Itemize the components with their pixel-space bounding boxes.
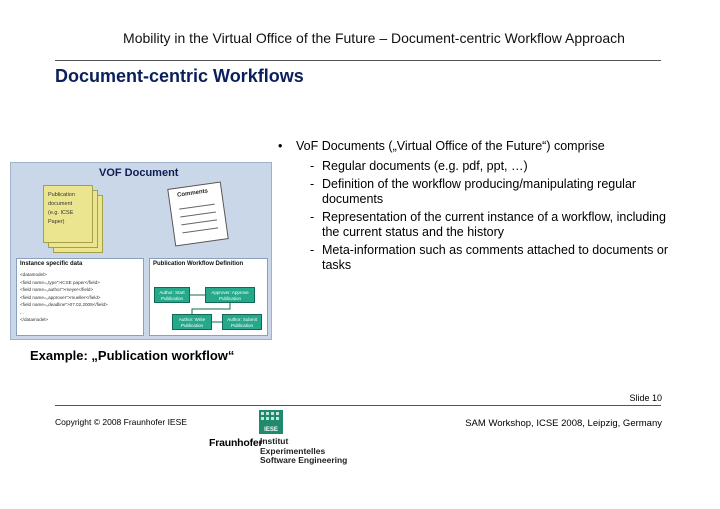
header-title: Mobility in the Virtual Office of the Future – Document-centric Workflow Approach xyxy=(123,30,625,46)
figure-caption: Example: „Publication workflow“ xyxy=(30,348,235,363)
workflow-step: Author: Submit Publication xyxy=(222,314,262,330)
copyright: Copyright © 2008 Fraunhofer IESE xyxy=(55,417,187,427)
comments-label: Comments xyxy=(176,188,209,199)
bullet-item: - Regular documents (e.g. pdf, ppt, …) xyxy=(278,159,670,174)
comment-line xyxy=(179,204,215,210)
slide-title: Document-centric Workflows xyxy=(55,66,304,86)
workshop-label: SAM Workshop, ICSE 2008, Leipzig, Germany xyxy=(465,418,662,429)
workflow-step: Author: Write Publication xyxy=(172,314,212,330)
footer-divider xyxy=(55,405,661,406)
xml-line: <datamodel> xyxy=(20,272,47,277)
workflow-definition-panel xyxy=(149,258,268,336)
comment-line xyxy=(182,227,218,233)
workflow-arrows xyxy=(150,259,267,335)
bullet-item: - Definition of the workflow producing/manipulating regular documents xyxy=(278,177,670,207)
bullet-main: • VoF Documents („Virtual Office of the Future“) comprise xyxy=(278,139,670,154)
comment-line xyxy=(180,211,216,217)
fraunhofer-logo-icon xyxy=(259,410,283,434)
xml-line: <field name=„author“>meyer</field> xyxy=(20,287,94,292)
bullet-item: - Representation of the current instance of a workflow, including the current status and the history xyxy=(278,210,670,240)
doc-line: (e.g. ICSE xyxy=(48,210,74,216)
xml-line: <field name=„approver“>mueller</field> xyxy=(20,294,101,300)
institute-line: Software Engineering xyxy=(260,455,348,465)
institute-line: Institut xyxy=(260,436,289,446)
xml-line: <field name=„type“>ICSE paper</field> xyxy=(20,279,100,285)
bullet-list xyxy=(278,139,670,276)
comments-icon xyxy=(167,182,229,247)
doc-line: Publication xyxy=(48,192,75,198)
header-divider xyxy=(55,60,661,61)
figure-title: VOF Document xyxy=(99,167,179,179)
institute-line: Experimentelles xyxy=(260,445,326,456)
workflow-title: Publication Workflow Definition xyxy=(153,261,244,267)
document-icon xyxy=(43,185,93,243)
instance-title: Instance specific data xyxy=(20,261,83,267)
comment-line xyxy=(181,219,217,225)
fraunhofer-wordmark: Fraunhofer xyxy=(209,437,263,449)
institute-name xyxy=(260,437,347,466)
logo-box-label: IESE xyxy=(264,427,278,433)
xml-line: </datamodel> xyxy=(20,317,49,322)
doc-line: Paper) xyxy=(48,219,65,225)
workflow-step: Author: Start Publication xyxy=(154,287,190,303)
slide-number: Slide 10 xyxy=(629,393,662,403)
xml-line: ... xyxy=(20,309,24,315)
doc-line: document xyxy=(48,201,73,207)
bullet-item: - Meta-information such as comments attached to documents or tasks xyxy=(278,243,670,273)
vof-figure xyxy=(10,162,272,340)
logo-grid-icon xyxy=(259,410,283,434)
xml-line: <field name=„deadline“>07.02.2008</field> xyxy=(20,302,108,307)
instance-data-panel xyxy=(16,258,144,336)
workflow-step: Approver: Approve Publication xyxy=(205,287,255,303)
